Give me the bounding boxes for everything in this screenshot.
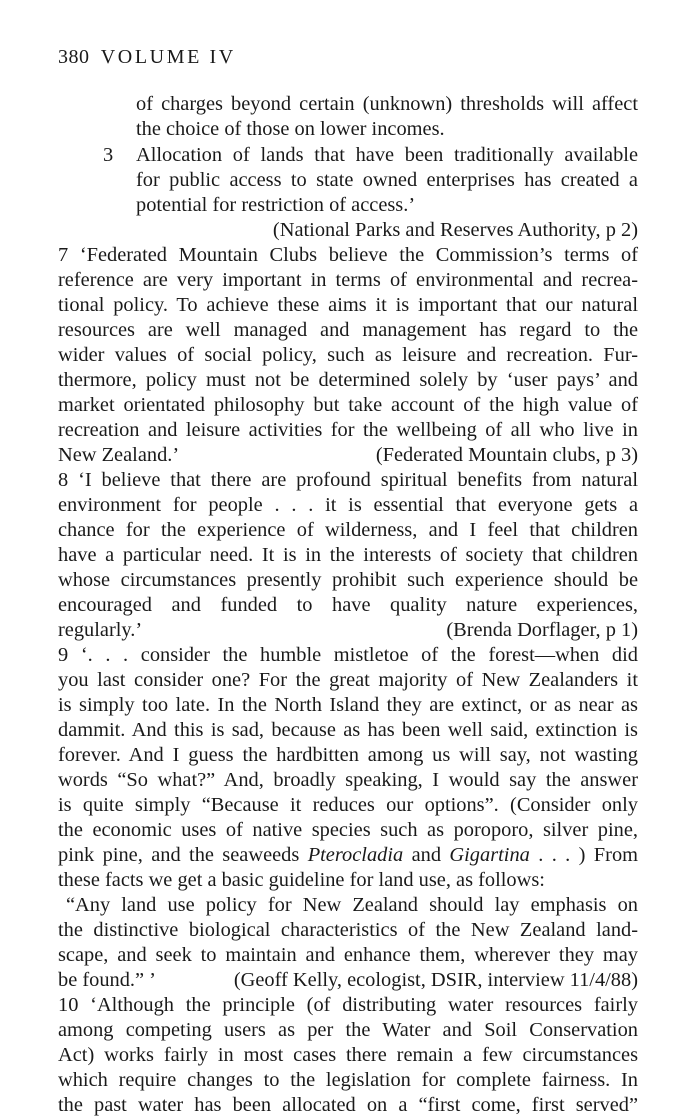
text-line: the choice of those on lower incomes. bbox=[136, 118, 445, 140]
running-title: VOLUME IV bbox=[100, 46, 236, 68]
text-line: of charges beyond certain (unknown) thresholds will affect bbox=[136, 93, 638, 115]
text-line: wider values of social policy, such as leisure and recreation. Fur- bbox=[58, 344, 638, 366]
text-line: dammit. And this is sad, because as has been well said, extinction is bbox=[58, 719, 638, 741]
text-line: for public access to state owned enterprises has created a bbox=[136, 169, 638, 191]
source-citation: (Federated Mountain clubs, p 3) bbox=[375, 444, 638, 466]
text-fragment: be found.” ’ bbox=[58, 969, 156, 991]
text-line: have a particular need. It is in the interests of society that children bbox=[58, 544, 638, 566]
text-line: whose circumstances presently prohibit such experience should be bbox=[58, 569, 638, 591]
list-number: 3 bbox=[103, 144, 114, 166]
text-line: is quite simply “Because it reduces our options”. (Consider only bbox=[58, 794, 638, 816]
page-number: 380 bbox=[58, 46, 90, 68]
quote-line: the distinctive biological characteristics of the New Zealand land- bbox=[58, 919, 638, 941]
text-line: thermore, policy must not be determined solely by ‘user pays’ and bbox=[58, 369, 638, 391]
text-line bbox=[58, 443, 638, 468]
running-header bbox=[58, 45, 638, 70]
text-line: Act) works fairly in most cases there remain a few circumstances bbox=[58, 1044, 638, 1066]
text-fragment: New Zealand.’ bbox=[58, 444, 180, 466]
text-line: encouraged and funded to have quality nature experiences, bbox=[58, 594, 638, 616]
text-line: recreation and leisure activities for the wellbeing of all who live in bbox=[58, 419, 638, 441]
species-name: Gigartina bbox=[449, 844, 530, 866]
text-line: chance for the experience of wilderness, and I feel that children bbox=[58, 519, 638, 541]
text-line bbox=[58, 843, 638, 868]
text-line: is simply too late. In the North Island they are extinct, or as near as bbox=[58, 694, 638, 716]
text-line: reference are very important in terms of environmental and recrea- bbox=[58, 269, 638, 291]
quote-line: “Any land use policy for New Zealand should lay emphasis on bbox=[66, 894, 638, 916]
quote-line: scape, and seek to maintain and enhance them, wherever they may bbox=[58, 944, 638, 966]
text-line: words “So what?” And, broadly speaking, I would say the answer bbox=[58, 769, 638, 791]
text-line: the past water has been allocated on a “first come, first served” bbox=[58, 1094, 638, 1116]
source-citation: (Brenda Dorflager, p 1) bbox=[446, 619, 638, 641]
text-line: these facts we get a basic guideline for land use, as follows: bbox=[58, 869, 545, 891]
text-line: tional policy. To achieve these aims it is important that our natural bbox=[58, 294, 638, 316]
species-name: Pterocladia bbox=[307, 844, 404, 866]
text-line: 10 ‘Although the principle (of distributing water resources fairly bbox=[58, 994, 638, 1016]
text-line bbox=[58, 618, 638, 643]
text-line: which require changes to the legislation for complete fairness. In bbox=[58, 1069, 638, 1091]
source-citation: (Geoff Kelly, ecologist, DSIR, interview 11/4/88) bbox=[233, 969, 638, 991]
text-fragment: regularly.’ bbox=[58, 619, 143, 641]
text-line: potential for restriction of access.’ bbox=[136, 194, 416, 216]
text-line: environment for people . . . it is essential that everyone gets a bbox=[58, 494, 638, 516]
text-line: 9 ‘. . . consider the humble mistletoe of the forest—when did bbox=[58, 644, 638, 666]
text-line: 8 ‘I believe that there are profound spiritual benefits from natural bbox=[58, 469, 638, 491]
text-line: 7 ‘Federated Mountain Clubs believe the Commission’s terms of bbox=[58, 244, 638, 266]
text-fragment: . . . ) From bbox=[529, 844, 638, 866]
text-line: you last consider one? For the great majority of New Zealanders it bbox=[58, 669, 638, 691]
text-line: resources are well managed and management has regard to the bbox=[58, 319, 638, 341]
text-fragment: pink pine, and the seaweeds bbox=[58, 844, 308, 866]
text-line: among competing users as per the Water and Soil Conservation bbox=[58, 1019, 638, 1041]
text-line: the economic uses of native species such as poroporo, silver pine, bbox=[58, 819, 638, 841]
text-line bbox=[58, 968, 638, 993]
source-citation: (National Parks and Reserves Authority, p 2) bbox=[272, 219, 638, 241]
text-line: forever. And I guess the hardbitten among us will say, not wasting bbox=[58, 744, 638, 766]
text-line: market orientated philosophy but take account of the high value of bbox=[58, 394, 638, 416]
text-line: Allocation of lands that have been traditionally available bbox=[136, 144, 638, 166]
text-fragment: and bbox=[403, 844, 450, 866]
